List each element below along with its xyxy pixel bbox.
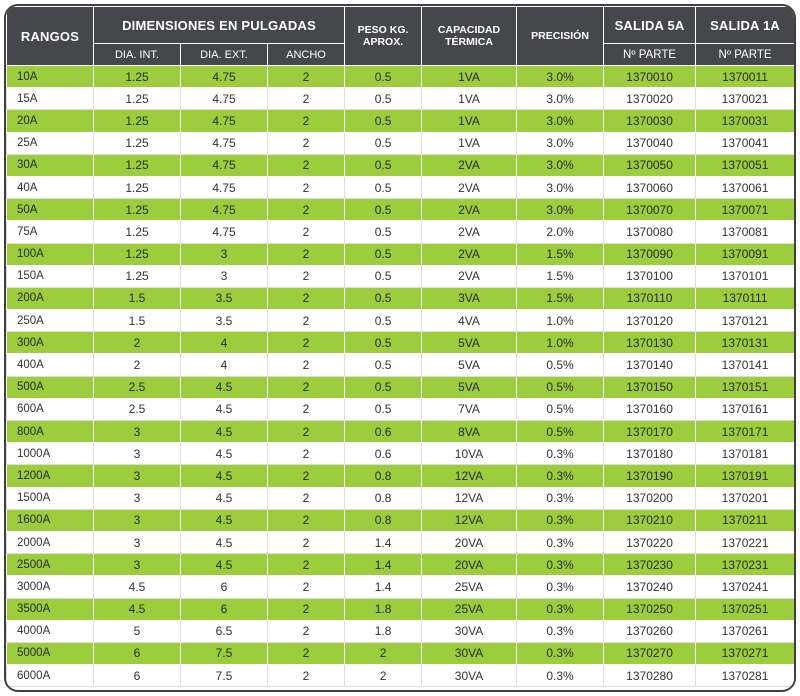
cell-parte-5a: 1370130 bbox=[604, 332, 696, 354]
cell-ancho: 2 bbox=[268, 509, 345, 531]
cell-rango: 500A bbox=[7, 376, 94, 398]
cell-parte-5a: 1370210 bbox=[604, 509, 696, 531]
cell-parte-5a: 1370180 bbox=[604, 443, 696, 465]
cell-dia-int: 3 bbox=[94, 465, 181, 487]
cell-precision: 0.3% bbox=[517, 531, 604, 553]
cell-peso: 0.5 bbox=[345, 398, 422, 420]
cell-capacidad: 25VA bbox=[422, 598, 517, 620]
header-salida-5a: SALIDA 5A bbox=[604, 7, 696, 44]
cell-parte-5a: 1370260 bbox=[604, 620, 696, 642]
cell-parte-1a: 1370071 bbox=[696, 199, 795, 221]
cell-parte-5a: 1370160 bbox=[604, 398, 696, 420]
cell-peso: 0.5 bbox=[345, 66, 422, 88]
cell-capacidad: 5VA bbox=[422, 332, 517, 354]
cell-precision: 0.3% bbox=[517, 642, 604, 664]
cell-dia-ext: 3.5 bbox=[181, 287, 268, 309]
cell-parte-5a: 1370140 bbox=[604, 354, 696, 376]
cell-parte-1a: 1370121 bbox=[696, 310, 795, 332]
cell-capacidad: 10VA bbox=[422, 443, 517, 465]
header-dia-ext: DIA. EXT. bbox=[181, 44, 268, 66]
cell-peso: 0.5 bbox=[345, 199, 422, 221]
table-row bbox=[7, 66, 795, 88]
cell-parte-1a: 1370221 bbox=[696, 531, 795, 553]
cell-ancho: 2 bbox=[268, 243, 345, 265]
cell-dia-ext: 3 bbox=[181, 265, 268, 287]
cell-parte-5a: 1370220 bbox=[604, 531, 696, 553]
cell-rango: 400A bbox=[7, 354, 94, 376]
cell-dia-int: 3 bbox=[94, 443, 181, 465]
cell-peso: 1.8 bbox=[345, 598, 422, 620]
cell-rango: 3500A bbox=[7, 598, 94, 620]
cell-dia-int: 4.5 bbox=[94, 598, 181, 620]
table-row bbox=[7, 465, 795, 487]
cell-ancho: 2 bbox=[268, 88, 345, 110]
cell-ancho: 2 bbox=[268, 332, 345, 354]
cell-peso: 1.4 bbox=[345, 576, 422, 598]
cell-capacidad: 2VA bbox=[422, 221, 517, 243]
cell-precision: 3.0% bbox=[517, 110, 604, 132]
cell-parte-1a: 1370111 bbox=[696, 287, 795, 309]
cell-capacidad: 1VA bbox=[422, 66, 517, 88]
table-body bbox=[7, 66, 795, 687]
cell-parte-1a: 1370131 bbox=[696, 332, 795, 354]
cell-parte-1a: 1370021 bbox=[696, 88, 795, 110]
cell-peso: 1.4 bbox=[345, 531, 422, 553]
cell-parte-1a: 1370251 bbox=[696, 598, 795, 620]
table-row bbox=[7, 376, 795, 398]
cell-parte-5a: 1370050 bbox=[604, 154, 696, 176]
cell-precision: 2.0% bbox=[517, 221, 604, 243]
cell-parte-1a: 1370181 bbox=[696, 443, 795, 465]
cell-rango: 3000A bbox=[7, 576, 94, 598]
cell-dia-int: 2 bbox=[94, 332, 181, 354]
cell-parte-1a: 1370201 bbox=[696, 487, 795, 509]
table-row bbox=[7, 132, 795, 154]
cell-parte-5a: 1370190 bbox=[604, 465, 696, 487]
cell-rango: 30A bbox=[7, 154, 94, 176]
header-nparte-1a: Nº PARTE bbox=[696, 44, 795, 66]
cell-parte-1a: 1370211 bbox=[696, 509, 795, 531]
table-row bbox=[7, 310, 795, 332]
cell-dia-ext: 4.75 bbox=[181, 88, 268, 110]
cell-parte-5a: 1370270 bbox=[604, 642, 696, 664]
cell-capacidad: 1VA bbox=[422, 88, 517, 110]
cell-rango: 2000A bbox=[7, 531, 94, 553]
cell-precision: 0.3% bbox=[517, 620, 604, 642]
cell-peso: 0.5 bbox=[345, 176, 422, 198]
cell-rango: 20A bbox=[7, 110, 94, 132]
cell-parte-5a: 1370150 bbox=[604, 376, 696, 398]
cell-capacidad: 12VA bbox=[422, 509, 517, 531]
cell-dia-int: 3 bbox=[94, 554, 181, 576]
cell-ancho: 2 bbox=[268, 376, 345, 398]
cell-precision: 1.0% bbox=[517, 332, 604, 354]
cell-dia-ext: 7.5 bbox=[181, 642, 268, 664]
cell-dia-ext: 4.75 bbox=[181, 132, 268, 154]
cell-parte-5a: 1370170 bbox=[604, 421, 696, 443]
cell-parte-5a: 1370070 bbox=[604, 199, 696, 221]
table-row bbox=[7, 110, 795, 132]
cell-ancho: 2 bbox=[268, 598, 345, 620]
cell-capacidad: 25VA bbox=[422, 576, 517, 598]
table-row bbox=[7, 176, 795, 198]
cell-parte-1a: 1370061 bbox=[696, 176, 795, 198]
cell-peso: 0.5 bbox=[345, 88, 422, 110]
cell-capacidad: 1VA bbox=[422, 110, 517, 132]
cell-peso: 0.5 bbox=[345, 332, 422, 354]
cell-ancho: 2 bbox=[268, 642, 345, 664]
cell-peso: 0.5 bbox=[345, 376, 422, 398]
cell-peso: 0.5 bbox=[345, 265, 422, 287]
cell-parte-5a: 1370110 bbox=[604, 287, 696, 309]
cell-precision: 0.3% bbox=[517, 598, 604, 620]
cell-precision: 0.3% bbox=[517, 487, 604, 509]
cell-parte-5a: 1370100 bbox=[604, 265, 696, 287]
cell-ancho: 2 bbox=[268, 354, 345, 376]
cell-ancho: 2 bbox=[268, 132, 345, 154]
table-row bbox=[7, 154, 795, 176]
cell-ancho: 2 bbox=[268, 576, 345, 598]
table-row bbox=[7, 199, 795, 221]
cell-rango: 300A bbox=[7, 332, 94, 354]
cell-dia-ext: 6.5 bbox=[181, 620, 268, 642]
cell-dia-int: 6 bbox=[94, 665, 181, 687]
cell-peso: 0.5 bbox=[345, 221, 422, 243]
table-row bbox=[7, 265, 795, 287]
header-nparte-5a: Nº PARTE bbox=[604, 44, 696, 66]
cell-parte-1a: 1370091 bbox=[696, 243, 795, 265]
cell-ancho: 2 bbox=[268, 443, 345, 465]
cell-rango: 1500A bbox=[7, 487, 94, 509]
table-row bbox=[7, 576, 795, 598]
cell-dia-int: 1.25 bbox=[94, 243, 181, 265]
cell-rango: 1600A bbox=[7, 509, 94, 531]
cell-parte-1a: 1370051 bbox=[696, 154, 795, 176]
cell-rango: 1200A bbox=[7, 465, 94, 487]
header-capacidad: CAPACIDAD TÉRMICA bbox=[422, 7, 517, 66]
table-row bbox=[7, 421, 795, 443]
cell-peso: 0.8 bbox=[345, 487, 422, 509]
cell-ancho: 2 bbox=[268, 176, 345, 198]
cell-parte-1a: 1370041 bbox=[696, 132, 795, 154]
cell-precision: 3.0% bbox=[517, 199, 604, 221]
cell-capacidad: 2VA bbox=[422, 199, 517, 221]
cell-dia-int: 1.25 bbox=[94, 132, 181, 154]
spec-table bbox=[6, 6, 795, 687]
table-header bbox=[7, 7, 795, 66]
cell-precision: 1.0% bbox=[517, 310, 604, 332]
cell-dia-int: 3 bbox=[94, 487, 181, 509]
cell-rango: 150A bbox=[7, 265, 94, 287]
cell-dia-int: 1.25 bbox=[94, 88, 181, 110]
cell-capacidad: 2VA bbox=[422, 154, 517, 176]
table-row bbox=[7, 398, 795, 420]
cell-rango: 1000A bbox=[7, 443, 94, 465]
cell-dia-ext: 4.5 bbox=[181, 398, 268, 420]
cell-capacidad: 30VA bbox=[422, 620, 517, 642]
cell-parte-1a: 1370011 bbox=[696, 66, 795, 88]
table-row bbox=[7, 354, 795, 376]
cell-dia-int: 1.25 bbox=[94, 176, 181, 198]
cell-ancho: 2 bbox=[268, 531, 345, 553]
cell-ancho: 2 bbox=[268, 665, 345, 687]
table-row bbox=[7, 554, 795, 576]
cell-capacidad: 7VA bbox=[422, 398, 517, 420]
cell-dia-int: 3 bbox=[94, 531, 181, 553]
cell-peso: 0.5 bbox=[345, 132, 422, 154]
cell-capacidad: 30VA bbox=[422, 665, 517, 687]
cell-dia-int: 4.5 bbox=[94, 576, 181, 598]
cell-ancho: 2 bbox=[268, 154, 345, 176]
cell-capacidad: 8VA bbox=[422, 421, 517, 443]
cell-parte-1a: 1370231 bbox=[696, 554, 795, 576]
cell-dia-ext: 3 bbox=[181, 243, 268, 265]
cell-capacidad: 2VA bbox=[422, 265, 517, 287]
cell-dia-ext: 4.5 bbox=[181, 465, 268, 487]
cell-dia-ext: 4.5 bbox=[181, 376, 268, 398]
cell-parte-5a: 1370080 bbox=[604, 221, 696, 243]
table-row bbox=[7, 620, 795, 642]
cell-dia-ext: 4 bbox=[181, 354, 268, 376]
cell-ancho: 2 bbox=[268, 421, 345, 443]
cell-ancho: 2 bbox=[268, 221, 345, 243]
cell-dia-int: 1.25 bbox=[94, 154, 181, 176]
cell-dia-ext: 4.75 bbox=[181, 199, 268, 221]
cell-precision: 3.0% bbox=[517, 132, 604, 154]
cell-parte-5a: 1370240 bbox=[604, 576, 696, 598]
header-rangos: RANGOS bbox=[7, 7, 94, 66]
cell-ancho: 2 bbox=[268, 310, 345, 332]
cell-capacidad: 1VA bbox=[422, 132, 517, 154]
cell-capacidad: 5VA bbox=[422, 354, 517, 376]
cell-dia-int: 1.25 bbox=[94, 221, 181, 243]
cell-parte-5a: 1370060 bbox=[604, 176, 696, 198]
cell-parte-5a: 1370090 bbox=[604, 243, 696, 265]
cell-dia-ext: 4.5 bbox=[181, 443, 268, 465]
table-row bbox=[7, 665, 795, 687]
cell-parte-1a: 1370031 bbox=[696, 110, 795, 132]
cell-precision: 0.5% bbox=[517, 354, 604, 376]
cell-dia-ext: 4.5 bbox=[181, 487, 268, 509]
cell-precision: 0.3% bbox=[517, 554, 604, 576]
cell-peso: 0.5 bbox=[345, 310, 422, 332]
cell-capacidad: 30VA bbox=[422, 642, 517, 664]
cell-ancho: 2 bbox=[268, 110, 345, 132]
cell-dia-ext: 4.5 bbox=[181, 509, 268, 531]
cell-parte-1a: 1370281 bbox=[696, 665, 795, 687]
cell-capacidad: 20VA bbox=[422, 531, 517, 553]
table-row bbox=[7, 332, 795, 354]
cell-precision: 0.5% bbox=[517, 398, 604, 420]
cell-peso: 0.5 bbox=[345, 243, 422, 265]
cell-rango: 600A bbox=[7, 398, 94, 420]
cell-peso: 0.8 bbox=[345, 465, 422, 487]
table-row bbox=[7, 642, 795, 664]
table-row bbox=[7, 509, 795, 531]
cell-parte-1a: 1370151 bbox=[696, 376, 795, 398]
cell-dia-int: 2.5 bbox=[94, 376, 181, 398]
cell-precision: 0.5% bbox=[517, 421, 604, 443]
cell-dia-ext: 4 bbox=[181, 332, 268, 354]
cell-capacidad: 3VA bbox=[422, 287, 517, 309]
cell-rango: 6000A bbox=[7, 665, 94, 687]
cell-dia-int: 1.5 bbox=[94, 287, 181, 309]
cell-dia-int: 2.5 bbox=[94, 398, 181, 420]
cell-rango: 75A bbox=[7, 221, 94, 243]
cell-peso: 0.8 bbox=[345, 509, 422, 531]
table-row bbox=[7, 221, 795, 243]
cell-parte-5a: 1370120 bbox=[604, 310, 696, 332]
cell-rango: 100A bbox=[7, 243, 94, 265]
cell-rango: 15A bbox=[7, 88, 94, 110]
cell-capacidad: 12VA bbox=[422, 487, 517, 509]
cell-dia-int: 1.25 bbox=[94, 199, 181, 221]
cell-ancho: 2 bbox=[268, 398, 345, 420]
cell-ancho: 2 bbox=[268, 487, 345, 509]
cell-precision: 3.0% bbox=[517, 154, 604, 176]
cell-dia-ext: 4.75 bbox=[181, 110, 268, 132]
cell-rango: 25A bbox=[7, 132, 94, 154]
table-row bbox=[7, 598, 795, 620]
cell-precision: 1.5% bbox=[517, 243, 604, 265]
cell-rango: 200A bbox=[7, 287, 94, 309]
cell-precision: 3.0% bbox=[517, 88, 604, 110]
cell-dia-int: 3 bbox=[94, 509, 181, 531]
cell-ancho: 2 bbox=[268, 554, 345, 576]
cell-ancho: 2 bbox=[268, 620, 345, 642]
cell-peso: 0.5 bbox=[345, 154, 422, 176]
cell-peso: 1.4 bbox=[345, 554, 422, 576]
cell-parte-1a: 1370191 bbox=[696, 465, 795, 487]
cell-capacidad: 2VA bbox=[422, 243, 517, 265]
cell-parte-5a: 1370250 bbox=[604, 598, 696, 620]
cell-dia-int: 3 bbox=[94, 421, 181, 443]
cell-parte-1a: 1370161 bbox=[696, 398, 795, 420]
cell-precision: 0.3% bbox=[517, 465, 604, 487]
cell-capacidad: 12VA bbox=[422, 465, 517, 487]
cell-parte-5a: 1370030 bbox=[604, 110, 696, 132]
cell-parte-1a: 1370081 bbox=[696, 221, 795, 243]
cell-parte-5a: 1370040 bbox=[604, 132, 696, 154]
cell-capacidad: 20VA bbox=[422, 554, 517, 576]
cell-peso: 0.5 bbox=[345, 354, 422, 376]
cell-peso: 0.5 bbox=[345, 287, 422, 309]
table-row bbox=[7, 88, 795, 110]
cell-rango: 2500A bbox=[7, 554, 94, 576]
cell-precision: 0.5% bbox=[517, 376, 604, 398]
header-precision: PRECISIÓN bbox=[517, 7, 604, 66]
table-row bbox=[7, 531, 795, 553]
cell-dia-ext: 4.75 bbox=[181, 154, 268, 176]
cell-dia-int: 1.25 bbox=[94, 265, 181, 287]
header-salida-1a: SALIDA 1A bbox=[696, 7, 795, 44]
cell-parte-1a: 1370271 bbox=[696, 642, 795, 664]
cell-rango: 800A bbox=[7, 421, 94, 443]
cell-dia-ext: 7.5 bbox=[181, 665, 268, 687]
cell-dia-ext: 6 bbox=[181, 598, 268, 620]
cell-precision: 0.3% bbox=[517, 443, 604, 465]
table-row bbox=[7, 287, 795, 309]
cell-ancho: 2 bbox=[268, 265, 345, 287]
table-row bbox=[7, 487, 795, 509]
header-ancho: ANCHO bbox=[268, 44, 345, 66]
cell-dia-int: 5 bbox=[94, 620, 181, 642]
cell-precision: 1.5% bbox=[517, 287, 604, 309]
cell-dia-int: 1.25 bbox=[94, 110, 181, 132]
cell-parte-1a: 1370101 bbox=[696, 265, 795, 287]
cell-dia-int: 1.25 bbox=[94, 66, 181, 88]
cell-peso: 2 bbox=[345, 665, 422, 687]
cell-dia-int: 2 bbox=[94, 354, 181, 376]
cell-parte-5a: 1370200 bbox=[604, 487, 696, 509]
cell-parte-1a: 1370171 bbox=[696, 421, 795, 443]
cell-peso: 2 bbox=[345, 642, 422, 664]
cell-dia-int: 1.5 bbox=[94, 310, 181, 332]
cell-parte-5a: 1370230 bbox=[604, 554, 696, 576]
cell-precision: 0.3% bbox=[517, 509, 604, 531]
cell-rango: 4000A bbox=[7, 620, 94, 642]
cell-dia-ext: 4.5 bbox=[181, 531, 268, 553]
spec-table-frame bbox=[4, 4, 796, 692]
cell-precision: 3.0% bbox=[517, 176, 604, 198]
cell-precision: 3.0% bbox=[517, 66, 604, 88]
cell-peso: 1.8 bbox=[345, 620, 422, 642]
cell-precision: 0.3% bbox=[517, 665, 604, 687]
cell-ancho: 2 bbox=[268, 465, 345, 487]
cell-dia-int: 6 bbox=[94, 642, 181, 664]
cell-capacidad: 4VA bbox=[422, 310, 517, 332]
cell-parte-1a: 1370141 bbox=[696, 354, 795, 376]
cell-rango: 50A bbox=[7, 199, 94, 221]
cell-parte-5a: 1370010 bbox=[604, 66, 696, 88]
cell-parte-1a: 1370261 bbox=[696, 620, 795, 642]
cell-parte-5a: 1370020 bbox=[604, 88, 696, 110]
cell-ancho: 2 bbox=[268, 287, 345, 309]
cell-peso: 0.6 bbox=[345, 443, 422, 465]
cell-rango: 10A bbox=[7, 66, 94, 88]
cell-dia-ext: 4.5 bbox=[181, 554, 268, 576]
cell-rango: 40A bbox=[7, 176, 94, 198]
cell-ancho: 2 bbox=[268, 199, 345, 221]
cell-precision: 1.5% bbox=[517, 265, 604, 287]
cell-rango: 250A bbox=[7, 310, 94, 332]
cell-dia-ext: 4.5 bbox=[181, 421, 268, 443]
cell-peso: 0.6 bbox=[345, 421, 422, 443]
table-row bbox=[7, 443, 795, 465]
header-dimensiones: DIMENSIONES EN PULGADAS bbox=[94, 7, 345, 44]
cell-dia-ext: 6 bbox=[181, 576, 268, 598]
cell-capacidad: 5VA bbox=[422, 376, 517, 398]
table-row bbox=[7, 243, 795, 265]
cell-capacidad: 2VA bbox=[422, 176, 517, 198]
header-peso: PESO KG. APROX. bbox=[345, 7, 422, 66]
cell-dia-ext: 4.75 bbox=[181, 66, 268, 88]
cell-parte-1a: 1370241 bbox=[696, 576, 795, 598]
header-dia-int: DIA. INT. bbox=[94, 44, 181, 66]
cell-dia-ext: 4.75 bbox=[181, 176, 268, 198]
cell-dia-ext: 3.5 bbox=[181, 310, 268, 332]
cell-ancho: 2 bbox=[268, 66, 345, 88]
cell-peso: 0.5 bbox=[345, 110, 422, 132]
cell-parte-5a: 1370280 bbox=[604, 665, 696, 687]
cell-rango: 5000A bbox=[7, 642, 94, 664]
cell-precision: 0.3% bbox=[517, 576, 604, 598]
cell-dia-ext: 4.75 bbox=[181, 221, 268, 243]
